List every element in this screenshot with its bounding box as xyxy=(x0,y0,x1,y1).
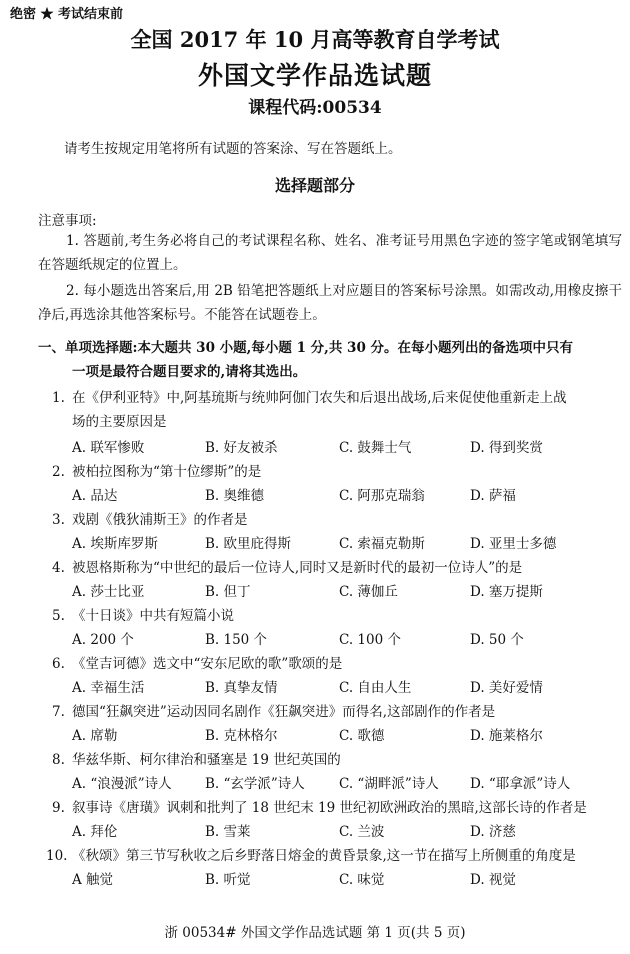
option-a: A. 席勒 xyxy=(72,728,118,744)
option-b: B. 克林格尔 xyxy=(205,728,278,744)
question-text: 华兹华斯、柯尔律治和骚塞是 19 世纪英国的 xyxy=(72,752,341,768)
option-d: D. 50 个 xyxy=(470,632,524,648)
option-a: A. 200 个 xyxy=(72,632,134,648)
question-text: 戏剧《俄狄浦斯王》的作者是 xyxy=(72,512,248,528)
answer-instruction: 请考生按规定用笔将所有试题的答案涂、写在答题纸上。 xyxy=(64,141,402,157)
option-d: D. 济慈 xyxy=(470,824,516,840)
option-d: D. 萨福 xyxy=(470,488,516,504)
option-b: B. 欧里庇得斯 xyxy=(205,536,292,552)
note-item-1: 1. 答题前,考生务必将自己的考试课程名称、姓名、准考证号用黑色字迹的签字笔或钢笔填写在答题纸规定的位置上。 xyxy=(38,233,622,273)
option-c: C. 阿那克瑞翁 xyxy=(339,488,425,504)
option-c: C. 味觉 xyxy=(339,872,385,888)
question-number: 6. xyxy=(52,656,65,672)
notes-title: 注意事项: xyxy=(38,213,97,229)
option-c: C. 兰波 xyxy=(339,824,385,840)
option-a: A. 品达 xyxy=(72,488,118,504)
question-stem xyxy=(52,700,612,724)
option-a: A. 埃斯库罗斯 xyxy=(72,536,158,552)
question-text: 《堂吉诃德》选文中“安东尼欧的歌”歌颂的是 xyxy=(72,656,343,672)
question-text: 在《伊利亚特》中,阿基琉斯与统帅阿伽门农失和后退出战场,后来促使他重新走上战 xyxy=(72,390,567,406)
option-d: D. “耶拿派”诗人 xyxy=(470,776,571,792)
option-a: A 触觉 xyxy=(72,872,114,888)
question-stem xyxy=(52,556,612,580)
option-c: C. 自由人生 xyxy=(339,680,412,696)
question-text-continued: 场的主要原因是 xyxy=(72,414,167,430)
question-number: 8. xyxy=(52,752,65,768)
question-stem xyxy=(52,508,612,532)
question-number: 5. xyxy=(52,608,65,624)
option-d: D. 亚里士多德 xyxy=(470,536,557,552)
option-c: C. “湖畔派”诗人 xyxy=(339,776,439,792)
question-stem xyxy=(52,604,612,628)
option-d: D. 施莱格尔 xyxy=(470,728,543,744)
question-text: 《秋颂》第三节写秋收之后乡野落日熔金的黄昏景象,这一节在描写上所侧重的角度是 xyxy=(72,848,576,864)
option-b: B. 奥维德 xyxy=(205,488,265,504)
question-text: 德国“狂飙突进”运动因同名剧作《狂飙突进》而得名,这部剧作的作者是 xyxy=(72,704,496,720)
option-b: B. 听觉 xyxy=(205,872,251,888)
option-d: D. 得到奖赏 xyxy=(470,440,543,456)
question-stem xyxy=(46,844,606,868)
option-b: B. 但丁 xyxy=(205,584,251,600)
question-number: 7. xyxy=(52,704,65,720)
option-b: B. “玄学派”诗人 xyxy=(205,776,305,792)
option-c: C. 索福克勒斯 xyxy=(339,536,425,552)
option-a: A. 联军惨败 xyxy=(72,440,145,456)
option-c: C. 鼓舞士气 xyxy=(339,440,412,456)
option-b: B. 好友被杀 xyxy=(205,440,278,456)
note-item-2: 2. 每小题选出答案后,用 2B 铅笔把答题纸上对应题目的答案标号涂黑。如需改动,用橡皮擦干净后,再选涂其他答案标号。不能答在试题卷上。 xyxy=(38,283,622,323)
exam-title-line2: 外国文学作品选试题 xyxy=(197,61,432,90)
option-d: D. 塞万提斯 xyxy=(470,584,543,600)
part1-heading-line2: 一项是最符合题目要求的,请将其选出。 xyxy=(72,364,307,380)
option-b: B. 雪莱 xyxy=(205,824,251,840)
question-text: 《十日谈》中共有短篇小说 xyxy=(72,608,234,624)
option-c: C. 歌德 xyxy=(339,728,385,744)
question-text: 被柏拉图称为“第十位缪斯”的是 xyxy=(72,464,262,480)
question-number: 2. xyxy=(52,464,65,480)
question-stem xyxy=(52,652,612,676)
option-b: B. 真挚友情 xyxy=(205,680,278,696)
question-text: 被恩格斯称为“中世纪的最后一位诗人,同时又是新时代的最初一位诗人”的是 xyxy=(72,560,523,576)
question-stem xyxy=(52,748,612,772)
question-number: 9. xyxy=(52,800,65,816)
exam-title-line1: 全国 2017 年 10 月高等教育自学考试 xyxy=(130,27,500,52)
part1-heading-line1: 一、单项选择题:本大题共 30 小题,每小题 1 分,共 30 分。在每小题列出的备选项中只有 xyxy=(38,340,574,356)
question-stem xyxy=(52,796,612,820)
question-number: 10. xyxy=(46,848,68,864)
question-number: 1. xyxy=(52,390,65,406)
question-stem xyxy=(52,386,612,434)
option-a: A. 拜伦 xyxy=(72,824,118,840)
option-c: C. 100 个 xyxy=(339,632,401,648)
page-footer: 浙 00534# 外国文学作品选试题 第 1 页(共 5 页) xyxy=(164,925,466,941)
option-d: D. 美好爱情 xyxy=(470,680,543,696)
option-a: A. 莎士比亚 xyxy=(72,584,145,600)
option-c: C. 薄伽丘 xyxy=(339,584,398,600)
option-b: B. 150 个 xyxy=(205,632,268,648)
section-title: 选择题部分 xyxy=(274,176,355,195)
option-d: D. 视觉 xyxy=(470,872,516,888)
course-code: 课程代码:00534 xyxy=(248,98,382,118)
question-text: 叙事诗《唐璜》讽刺和批判了 18 世纪末 19 世纪初欧洲政治的黑暗,这部长诗的作者是 xyxy=(72,800,587,816)
part1-heading xyxy=(38,336,622,384)
option-a: A. 幸福生活 xyxy=(72,680,145,696)
question-number: 3. xyxy=(52,512,65,528)
option-a: A. “浪漫派”诗人 xyxy=(72,776,172,792)
question-number: 4. xyxy=(52,560,65,576)
secret-mark: 绝密 ★ 考试结束前 xyxy=(10,7,124,22)
question-stem xyxy=(52,460,612,484)
